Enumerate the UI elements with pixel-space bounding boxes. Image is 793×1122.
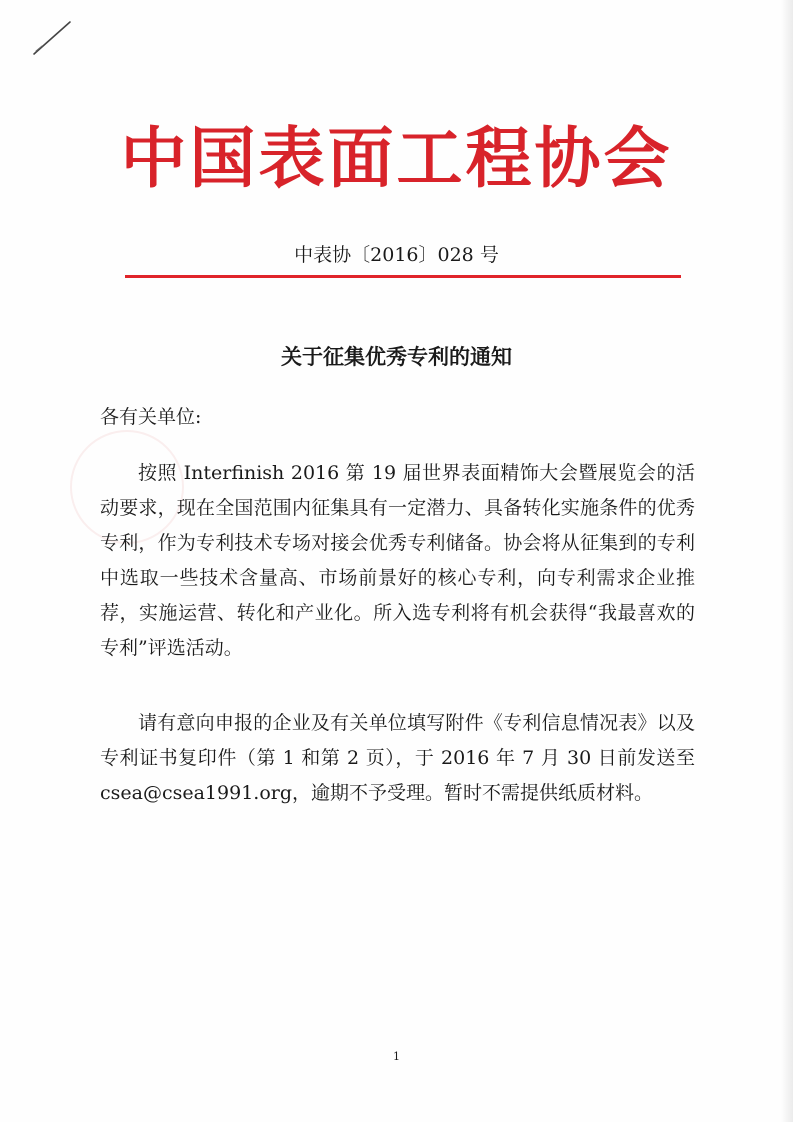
page-number: 1: [393, 1050, 400, 1063]
notice-title: 关于征集优秀专利的通知: [281, 344, 512, 369]
pen-stroke-icon: [30, 18, 74, 58]
document-number: 中表协〔2016〕028 号: [294, 244, 499, 266]
body-paragraph-1: 按照 Interfinish 2016 第 19 届世界表面精饰大会暨展览会的活动要求，现在全国范围内征集具有一定潜力、具备转化实施条件的优秀专利，作为专利技术专场对接会优秀专利储备。协会将从征集到的专利中选取一些技术含量高、市场前景好的核心专利，向专利需求企业推荐，实施运营、转化和产业化。所入选专利将有机会获得“我最喜欢的专利”评选活动。: [100, 462, 695, 659]
salutation: 各有关单位:: [100, 406, 202, 428]
body-paragraph-2: 请有意向申报的企业及有关单位填写附件《专利信息情况表》以及专利证书复印件（第 1 和第 2 页），于 2016 年 7 月 30 日前发送至 csea@csea1991.org，逾期不予受理。暂时不需提供纸质材料。: [100, 712, 695, 804]
letterhead-org-name: 中国表面工程协会: [120, 119, 673, 197]
letterhead-red-rule: [125, 275, 681, 278]
